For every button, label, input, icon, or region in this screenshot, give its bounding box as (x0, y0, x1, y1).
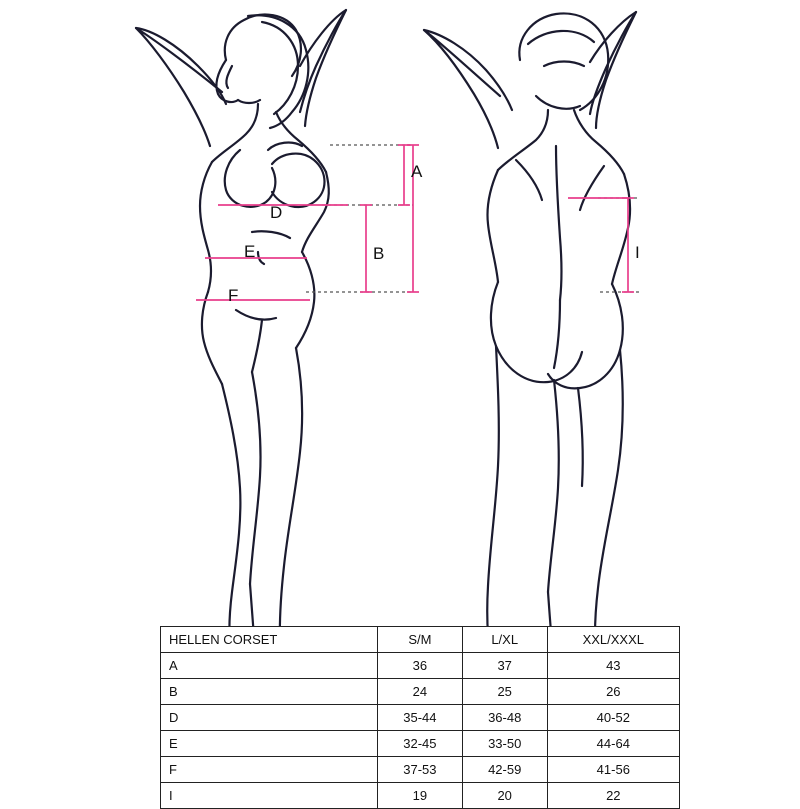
table-row (161, 757, 680, 783)
row-value: 40-52 (547, 705, 679, 731)
row-value: 44-64 (547, 731, 679, 757)
row-value: 37-53 (378, 757, 463, 783)
measure-label-a: A (411, 162, 423, 181)
table-row (161, 679, 680, 705)
row-label: E (161, 731, 378, 757)
column-header-sm: S/M (378, 627, 463, 653)
row-value: 37 (462, 653, 547, 679)
measure-label-d: D (270, 203, 283, 222)
row-value: 42-59 (462, 757, 547, 783)
measure-label-i: I (635, 243, 641, 262)
measure-label-b: B (373, 244, 385, 263)
row-label: D (161, 705, 378, 731)
row-value: 24 (378, 679, 463, 705)
table-row (161, 705, 680, 731)
measure-label-f: F (228, 286, 239, 305)
table-row (161, 653, 680, 679)
row-label: A (161, 653, 378, 679)
row-value: 25 (462, 679, 547, 705)
row-value: 41-56 (547, 757, 679, 783)
row-value: 22 (547, 783, 679, 809)
column-header-xxl: XXL/XXXL (547, 627, 679, 653)
table-header-row (161, 627, 680, 653)
row-value: 36 (378, 653, 463, 679)
row-label: F (161, 757, 378, 783)
table-row (161, 731, 680, 757)
row-value: 35-44 (378, 705, 463, 731)
row-value: 33-50 (462, 731, 547, 757)
table-row (161, 783, 680, 809)
row-value: 26 (547, 679, 679, 705)
measure-label-e: E (244, 242, 256, 261)
row-value: 20 (462, 783, 547, 809)
table-title-cell: HELLEN CORSET (161, 627, 378, 653)
column-header-lxl: L/XL (462, 627, 547, 653)
row-value: 36-48 (462, 705, 547, 731)
size-table (160, 626, 680, 809)
row-label: I (161, 783, 378, 809)
row-value: 32-45 (378, 731, 463, 757)
row-value: 43 (547, 653, 679, 679)
row-label: B (161, 679, 378, 705)
row-value: 19 (378, 783, 463, 809)
